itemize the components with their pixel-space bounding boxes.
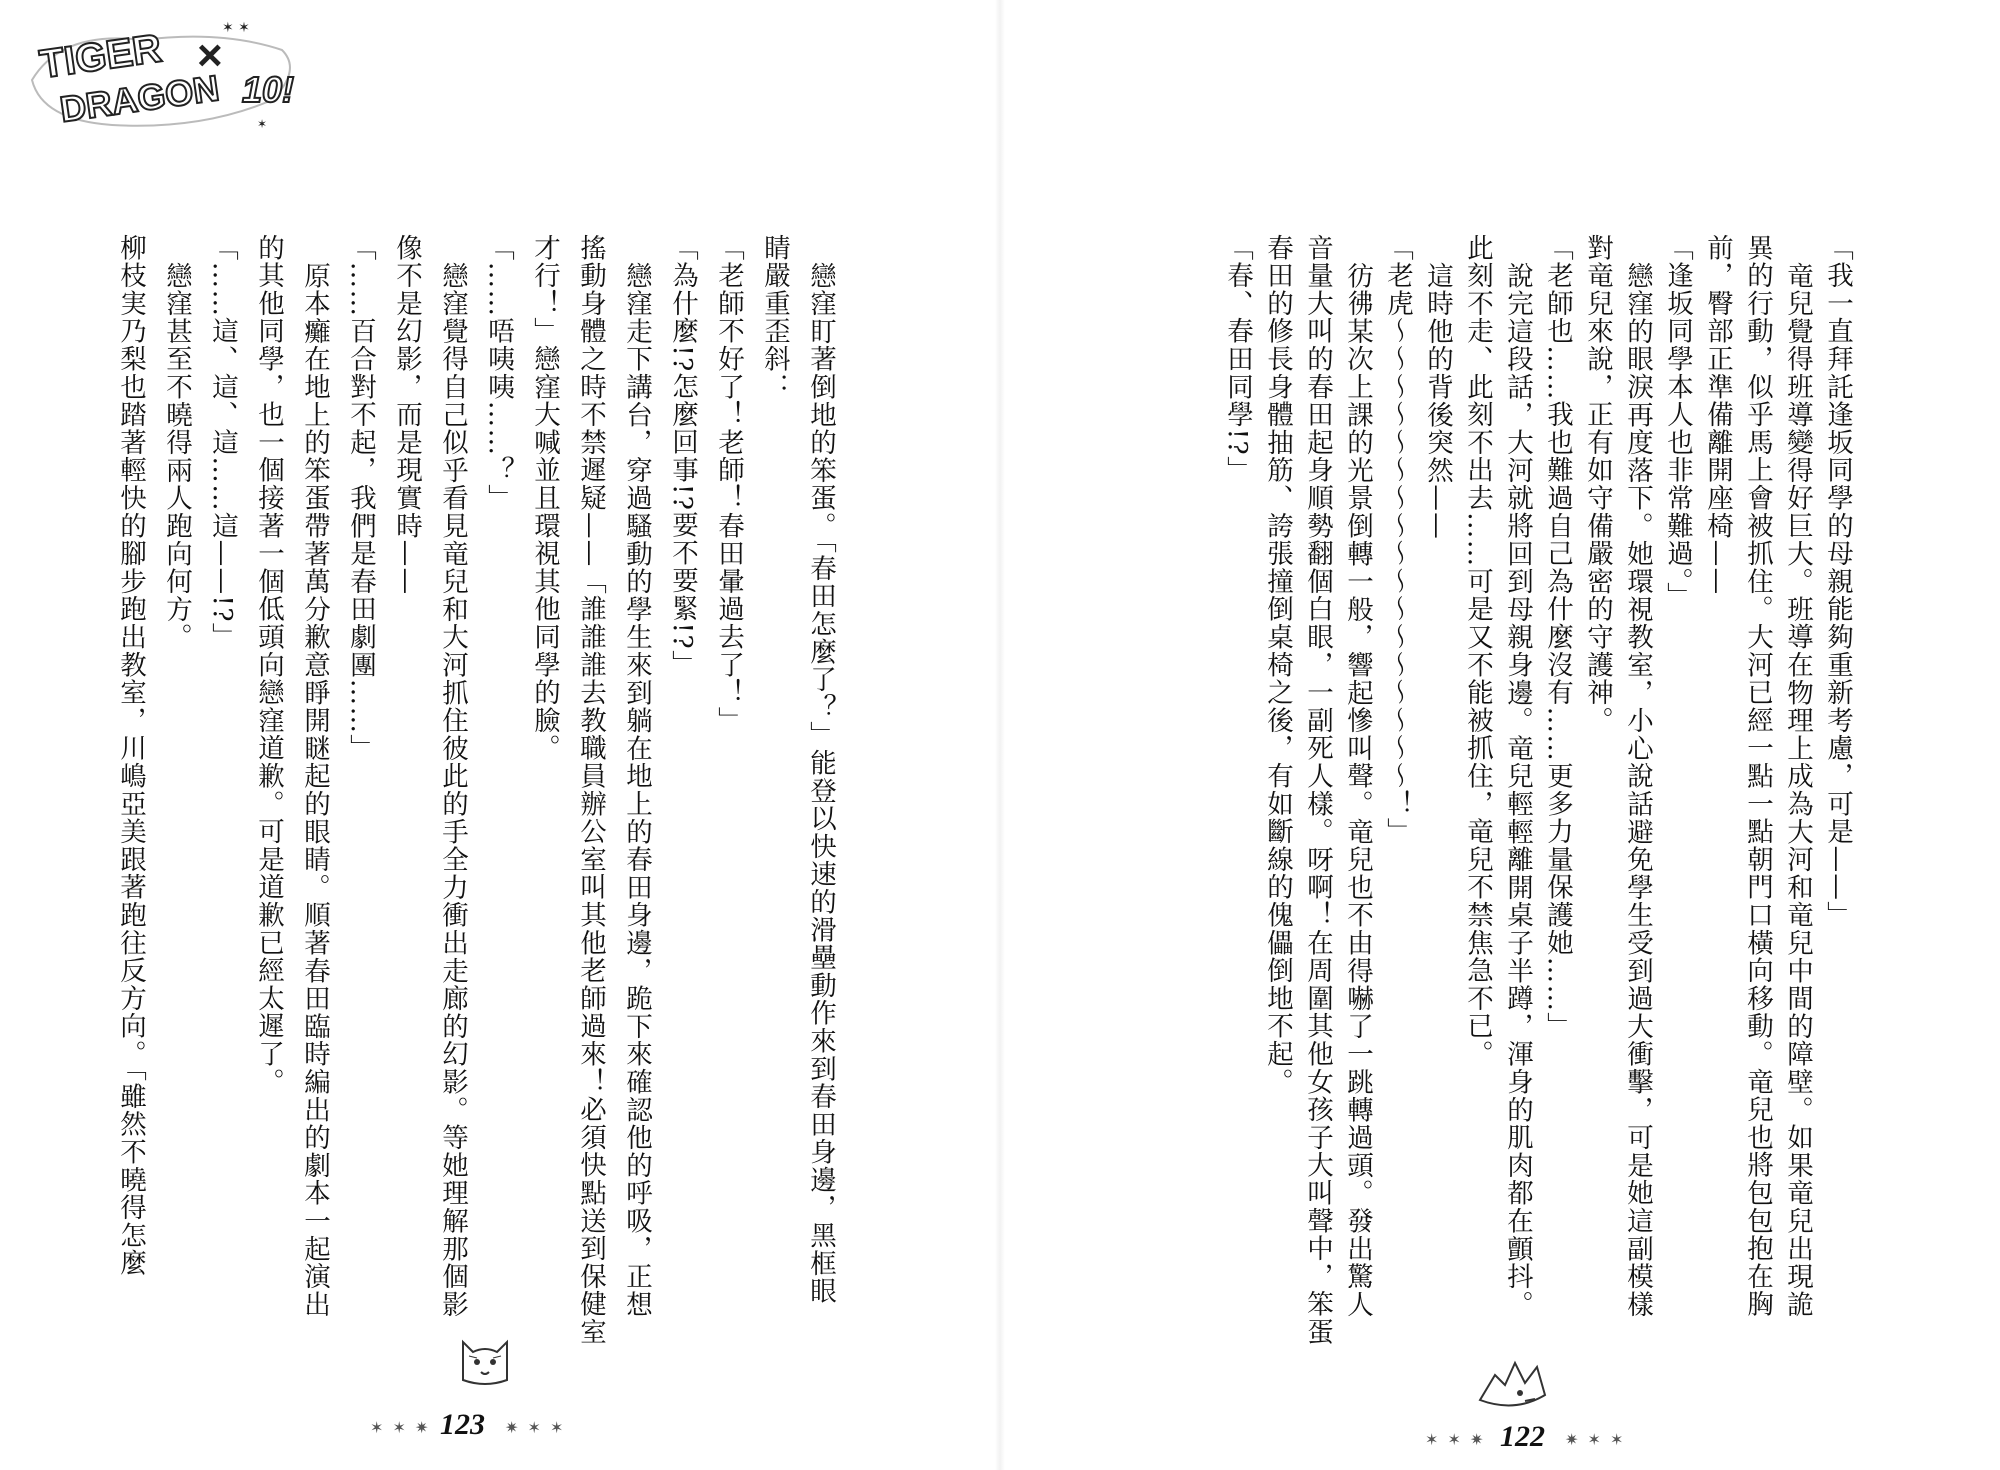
series-logo: [22, 10, 322, 140]
book-gutter: [995, 0, 1005, 1470]
text-column: 「……百合對不起，我們是春田劇團……」: [345, 234, 376, 763]
text-column: 戀窪甚至不曉得兩人跑向何方。: [161, 262, 192, 652]
svg-text:10!: 10!: [242, 69, 295, 110]
dragon-icon: [1475, 1355, 1555, 1419]
text-column: 「老虎～～～～～～～～～～～～～～～～～！」: [1382, 234, 1413, 846]
text-column: 「……這、這、這……這——!?」: [207, 234, 238, 651]
stars-decoration-left: ✶ ✶ ✷: [370, 1418, 431, 1437]
text-column: 對竜兒來說，正有如守備嚴密的守護神。: [1582, 234, 1613, 735]
text-column: 柳枝実乃梨也踏著輕快的腳步跑出教室，川嶋亞美跟著跑往反方向。「雖然不曉得怎麼: [115, 234, 146, 1278]
svg-text:✶ ✶: ✶ ✶: [222, 20, 250, 36]
text-column: 「我一直拜託逢坂同學的母親能夠重新考慮，可是——」: [1822, 234, 1853, 929]
svg-text:DRAGON: DRAGON: [57, 67, 222, 130]
text-column: 戀窪的眼淚再度落下。她環視教室，小心說話避免學生受到過大衝擊，可是她這副模樣: [1622, 262, 1653, 1319]
text-column: 「逢坂同學本人也非常難過。」: [1662, 234, 1693, 610]
text-column: 搖動身體之時不禁遲疑——「誰誰誰去教職員辦公室叫其他老師過來！必須快點送到保健室: [575, 234, 606, 1346]
stars-decoration-left-2: ✷ ✶ ✶: [505, 1418, 566, 1437]
stars-decoration-right: ✶ ✶ ✷: [1425, 1430, 1486, 1449]
text-column: 說完這段話，大河就將回到母親身邊。竜兒輕輕離開桌子半蹲，渾身的肌肉都在顫抖。: [1502, 262, 1533, 1319]
text-column: 春田的修長身體抽筋、誇張撞倒桌椅之後，有如斷線的傀儡倒地不起。: [1262, 234, 1293, 1096]
svg-text:TIGER: TIGER: [37, 26, 165, 87]
text-column: 戀窪覺得自己似乎看見竜兒和大河抓住彼此的手全力衝出走廊的幻影。等她理解那個影: [437, 262, 468, 1319]
stars-decoration-right-2: ✷ ✶ ✶: [1565, 1430, 1626, 1449]
svg-text:✶: ✶: [257, 117, 268, 131]
text-column: 「為什麼!?怎麼回事!?要不要緊!?」: [667, 234, 698, 678]
text-column: 才行！」戀窪大喊並且環視其他同學的臉。: [529, 234, 560, 763]
text-column: 的其他同學，也一個接著一個低頭向戀窪道歉。可是道歉已經太遲了。: [253, 234, 284, 1096]
cat-icon: [455, 1330, 515, 1394]
text-column: 「……唔咦咦……？」: [483, 234, 514, 512]
text-column: 竜兒覺得班導變得好巨大。班導在物理上成為大河和竜兒中間的障壁。如果竜兒出現詭: [1782, 262, 1813, 1319]
right-page-text: [1217, 234, 1857, 1344]
text-column: 這時他的背後突然——: [1422, 262, 1453, 540]
text-column: 戀窪走下講台，穿過騷動的學生來到躺在地上的春田身邊，跪下來確認他的呼吸，正想: [621, 262, 652, 1319]
left-page-text: [107, 234, 843, 1344]
text-column: 「春、春田同學!?」: [1222, 234, 1253, 484]
text-column: 原本癱在地上的笨蛋帶著萬分歉意睜開瞇起的眼睛。順著春田臨時編出的劇本一起演出: [299, 262, 330, 1319]
text-column: 睛嚴重歪斜：: [759, 234, 790, 401]
text-column: 此刻不走、此刻不出去……可是又不能被抓住，竜兒不禁焦急不已。: [1462, 234, 1493, 1068]
page-number-right: 122: [1500, 1420, 1545, 1453]
svg-text:×: ×: [197, 31, 223, 80]
text-column: 「老師不好了！老師！春田暈過去了！」: [713, 234, 744, 735]
text-column: 彷彿某次上課的光景倒轉一般，響起慘叫聲。竜兒也不由得嚇了一跳轉過頭。發出驚人: [1342, 262, 1373, 1319]
tiger-dragon-logo-icon: [22, 10, 322, 140]
text-column: 異的行動，似乎馬上會被抓住。大河已經一點一點朝門口橫向移動。竜兒也將包包抱在胸: [1742, 234, 1773, 1319]
text-column: 像不是幻影，而是現實時——: [391, 234, 422, 596]
text-column: 前，臀部正準備離開座椅——: [1702, 234, 1733, 596]
text-column: 「老師也……我也難過自己為什麼沒有……更多力量保護她……」: [1542, 234, 1573, 1041]
text-column: 戀窪盯著倒地的笨蛋。「春田怎麼了？」能登以快速的滑壘動作來到春田身邊，黑框眼: [805, 262, 836, 1306]
page-number-left: 123: [440, 1408, 485, 1441]
text-column: 音量大叫的春田起身順勢翻個白眼，一副死人樣。呀啊！在周圍其他女孩子大叫聲中，笨蛋: [1302, 234, 1333, 1346]
